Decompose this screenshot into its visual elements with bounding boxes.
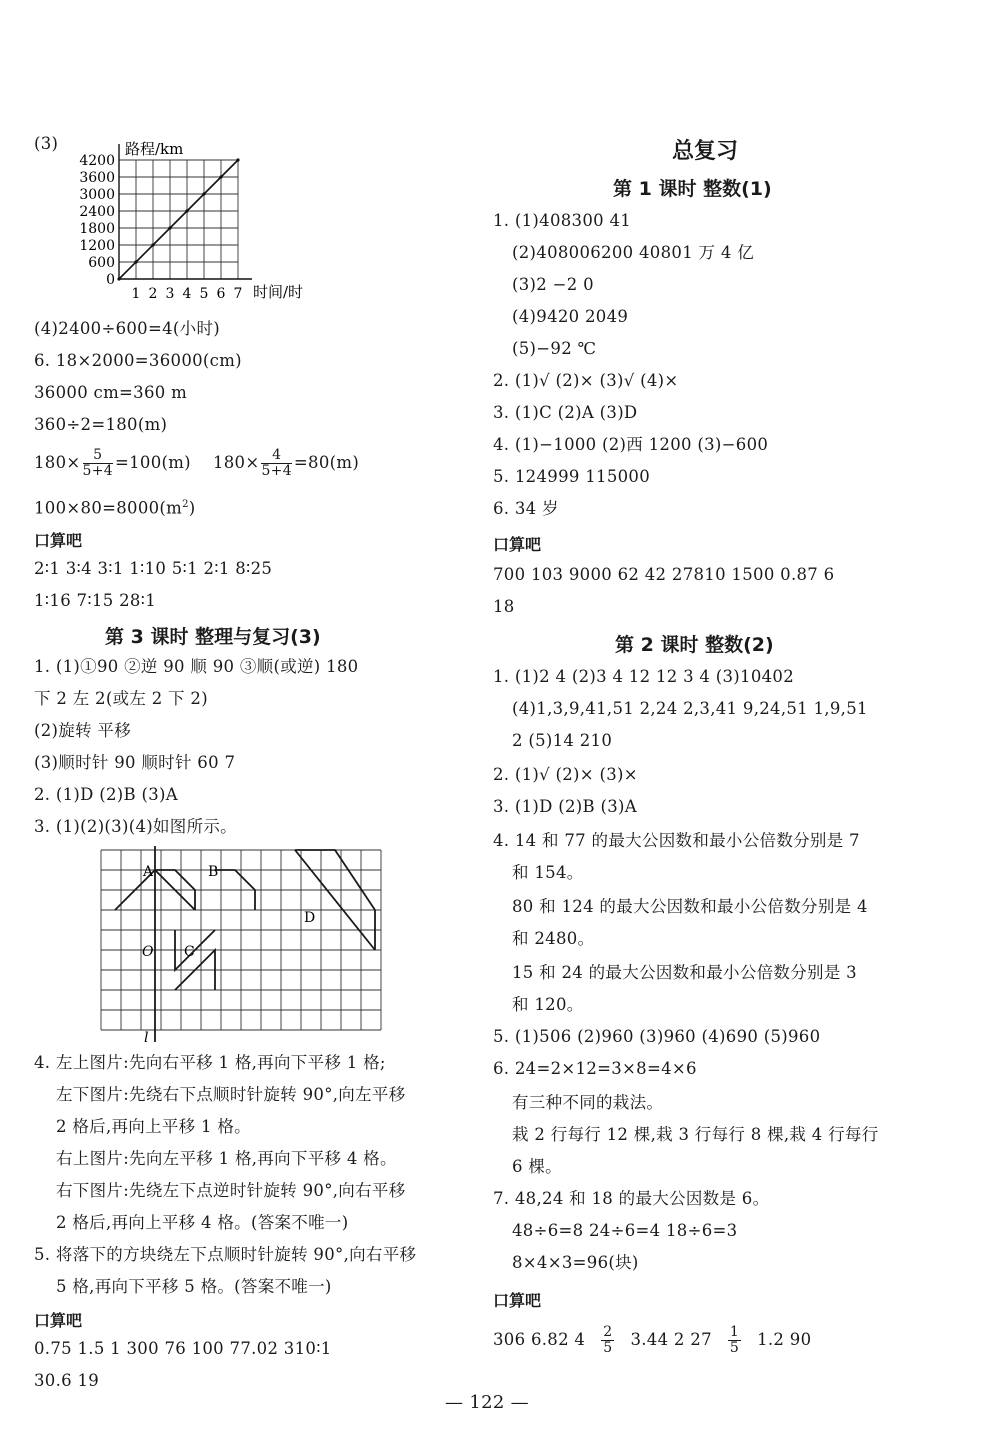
s3-q1-line-4: (3)顺时针 90 顺时针 60 7 <box>34 753 236 772</box>
x-tick-label: 5 <box>199 286 209 302</box>
q6-line-2: 36000 cm=360 m <box>34 383 188 402</box>
fraction-denominator: 5 <box>729 1340 740 1356</box>
s2-q4-line-6: 和 120。 <box>512 995 584 1014</box>
x-axis-label: 时间/时 <box>253 283 304 301</box>
data-point <box>219 175 222 178</box>
label-o: O <box>142 944 154 960</box>
oral-calc-1-line-2: 1∶16 7∶15 28∶1 <box>34 591 157 610</box>
s2-q4-line-4: 和 2480。 <box>512 929 595 948</box>
fraction <box>601 1325 614 1356</box>
s3-q2: 2. (1)D (2)B (3)A <box>34 785 178 804</box>
data-point <box>151 243 154 246</box>
q6-line-4 <box>34 446 359 480</box>
data-point <box>168 226 171 229</box>
s2-q6-line-3: 栽 2 行每行 12 棵,栽 3 行每行 8 棵,栽 4 行每行 <box>512 1125 879 1144</box>
section-3-title: 第 3 课时 整理与复习(3) <box>105 626 321 648</box>
s3-q4-line-3: 2 格后,再向上平移 1 格。 <box>56 1117 251 1136</box>
label-d: D <box>304 910 316 926</box>
s3-q1-line-3: (2)旋转 平移 <box>34 721 132 740</box>
main-title: 总复习 <box>672 139 739 164</box>
label-a: A <box>143 864 154 880</box>
x-tick-label: 4 <box>182 286 192 302</box>
q6-5-end: ) <box>188 498 196 518</box>
s2-q1-line-2: (4)1,3,9,41,51 2,24 2,3,41 9,24,51 1,9,51 <box>512 699 868 718</box>
x-tick-label: 1 <box>131 286 141 302</box>
oral-calc-heading-2: 口算吧 <box>34 1311 83 1330</box>
s3-q4-line-5: 右下图片:先绕左下点逆时针旋转 90°,向右平移 <box>56 1181 406 1200</box>
r-q1-line-2: (2)408006200 40801 万 4 亿 <box>512 243 755 262</box>
s3-q1-line-1: 1. (1)①90 ②逆 90 顺 90 ③顺(或逆) 180 <box>34 657 359 676</box>
oral-calc-heading-1: 口算吧 <box>34 531 83 550</box>
section-1-title: 第 1 课时 整数(1) <box>613 178 772 200</box>
shape-d-edge <box>295 850 375 950</box>
oral-calc-4-line <box>493 1322 811 1358</box>
distance-time-graph <box>70 135 390 315</box>
y-tick-label: 4200 <box>79 153 115 169</box>
s2-q4-line-5: 15 和 24 的最大公因数和最小公倍数分别是 3 <box>512 963 857 982</box>
fraction <box>261 448 291 479</box>
y-tick-label: 1200 <box>79 238 115 254</box>
s2-q1-line-1: 1. (1)2 4 (2)3 4 12 12 3 4 (3)10402 <box>493 667 795 686</box>
q6-line-5 <box>34 494 196 520</box>
r-q2: 2. (1)√ (2)× (3)√ (4)× <box>493 371 679 390</box>
r-q1-line-5: (5)−92 ℃ <box>512 339 597 358</box>
oral-4-part-c: 1.2 90 <box>757 1330 812 1349</box>
s2-q6-line-4: 6 棵。 <box>512 1157 562 1176</box>
y-tick-label: 3600 <box>79 170 115 186</box>
fraction <box>83 448 113 479</box>
fraction-numerator: 1 <box>729 1324 740 1340</box>
s2-q4-line-1: 4. 14 和 77 的最大公因数和最小公倍数分别是 7 <box>493 831 860 850</box>
x-tick-label: 2 <box>148 286 158 302</box>
data-point <box>117 277 120 280</box>
item-3-label: (3) <box>34 134 59 153</box>
s3-q5-line-2: 5 格,再向下平移 5 格。(答案不唯一) <box>56 1277 332 1296</box>
r-q1-line-1: 1. (1)408300 41 <box>493 211 632 230</box>
fraction-numerator: 5 <box>83 448 113 464</box>
s3-q4-line-2: 左下图片:先绕右下点顺时针旋转 90°,向左平移 <box>56 1085 406 1104</box>
oral-calc-1-line-1: 2∶1 3∶4 3∶1 1∶10 5∶1 2∶1 8∶25 <box>34 559 273 578</box>
r-q3: 3. (1)C (2)A (3)D <box>493 403 638 422</box>
y-tick-label: 3000 <box>79 187 115 203</box>
oral-calc-2-line-2: 30.6 19 <box>34 1371 100 1390</box>
data-point <box>202 192 205 195</box>
x-tick-label: 3 <box>165 286 175 302</box>
fraction <box>728 1325 741 1356</box>
q6-line-1: 6. 18×2000=36000(cm) <box>34 351 242 370</box>
s2-q7-line-1: 7. 48,24 和 18 的最大公因数是 6。 <box>493 1189 770 1208</box>
transformation-grid-figure <box>98 846 388 1046</box>
x-tick-label: 6 <box>216 286 226 302</box>
s3-q4-line-6: 2 格后,再向上平移 4 格。(答案不唯一) <box>56 1213 349 1232</box>
r-q1-line-4: (4)9420 2049 <box>512 307 629 326</box>
s2-q5: 5. (1)506 (2)960 (3)960 (4)690 (5)960 <box>493 1027 821 1046</box>
data-point <box>134 260 137 263</box>
fraction-numerator: 4 <box>261 448 291 464</box>
r-q4: 4. (1)−1000 (2)西 1200 (3)−600 <box>493 435 769 454</box>
y-tick-label: 2400 <box>79 204 115 220</box>
y-tick-labels <box>79 153 115 288</box>
fraction-numerator: 2 <box>603 1324 613 1340</box>
fraction-denominator: 5 <box>603 1340 613 1356</box>
s3-q4-line-4: 右上图片:先向左平移 1 格,再向下平移 4 格。 <box>56 1149 397 1168</box>
oral-calc-3-line-2: 18 <box>493 597 515 616</box>
r-q6: 6. 34 岁 <box>493 499 559 518</box>
s2-q6-line-2: 有三种不同的栽法。 <box>512 1093 664 1112</box>
s2-q4-line-3: 80 和 124 的最大公因数和最小公倍数分别是 4 <box>512 897 868 916</box>
q6-4a-prefix: 180× <box>34 453 81 472</box>
s2-q6-line-1: 6. 24=2×12=3×8=4×6 <box>493 1059 697 1078</box>
fraction-denominator: 5+4 <box>82 463 113 479</box>
answer-4: (4)2400÷600=4(小时) <box>34 319 220 338</box>
y-axis-label: 路程/km <box>125 140 184 158</box>
s2-q1-line-3: 2 (5)14 210 <box>512 731 613 750</box>
label-c: C <box>184 944 195 960</box>
s3-q3: 3. (1)(2)(3)(4)如图所示。 <box>34 817 237 836</box>
label-b: B <box>208 864 219 880</box>
s3-q4-line-1: 4. 左上图片:先向右平移 1 格,再向下平移 1 格; <box>34 1053 386 1072</box>
y-tick-label: 0 <box>106 272 115 288</box>
q6-4a-result: =100(m) <box>114 453 191 472</box>
superscript: 2 <box>182 499 189 510</box>
q6-line-3: 360÷2=180(m) <box>34 415 168 434</box>
s2-q3: 3. (1)D (2)B (3)A <box>493 797 637 816</box>
s2-q7-line-3: 8×4×3=96(块) <box>512 1253 639 1272</box>
label-l: l <box>144 1030 149 1046</box>
x-tick-labels <box>132 286 243 302</box>
fraction-denominator: 5+4 <box>261 463 292 479</box>
s2-q7-line-2: 48÷6=8 24÷6=4 18÷6=3 <box>512 1221 738 1240</box>
r-q5: 5. 124999 115000 <box>493 467 651 486</box>
page-number: — 122 — <box>445 1392 529 1413</box>
r-q1-line-3: (3)2 −2 0 <box>512 275 594 294</box>
oral-4-part-a: 306 6.82 4 <box>493 1330 586 1349</box>
y-tick-label: 1800 <box>79 221 115 237</box>
oral-calc-heading-3: 口算吧 <box>493 535 542 554</box>
s3-q1-line-2: 下 2 左 2(或左 2 下 2) <box>34 689 208 708</box>
oral-calc-2-line-1: 0.75 1.5 1 300 76 100 77.02 310∶1 <box>34 1339 332 1358</box>
oral-calc-3-line-1: 700 103 9000 62 42 27810 1500 0.87 6 <box>493 565 835 584</box>
section-2-title: 第 2 课时 整数(2) <box>615 634 774 656</box>
q6-4b-prefix: 180× <box>212 453 260 472</box>
y-tick-label: 600 <box>88 255 115 271</box>
data-point <box>185 209 188 212</box>
s3-q5-line-1: 5. 将落下的方块绕左下点顺时针旋转 90°,向右平移 <box>34 1245 417 1264</box>
data-point <box>236 158 239 161</box>
s2-q2: 2. (1)√ (2)× (3)× <box>493 765 638 784</box>
q6-4b-result: =80(m) <box>293 453 360 472</box>
x-tick-label: 7 <box>233 286 243 302</box>
oral-calc-heading-4: 口算吧 <box>493 1291 542 1310</box>
oral-4-part-b: 3.44 2 27 <box>630 1330 712 1349</box>
q6-5-text: 100×80=8000(m <box>34 498 183 518</box>
s2-q4-line-2: 和 154。 <box>512 863 584 882</box>
